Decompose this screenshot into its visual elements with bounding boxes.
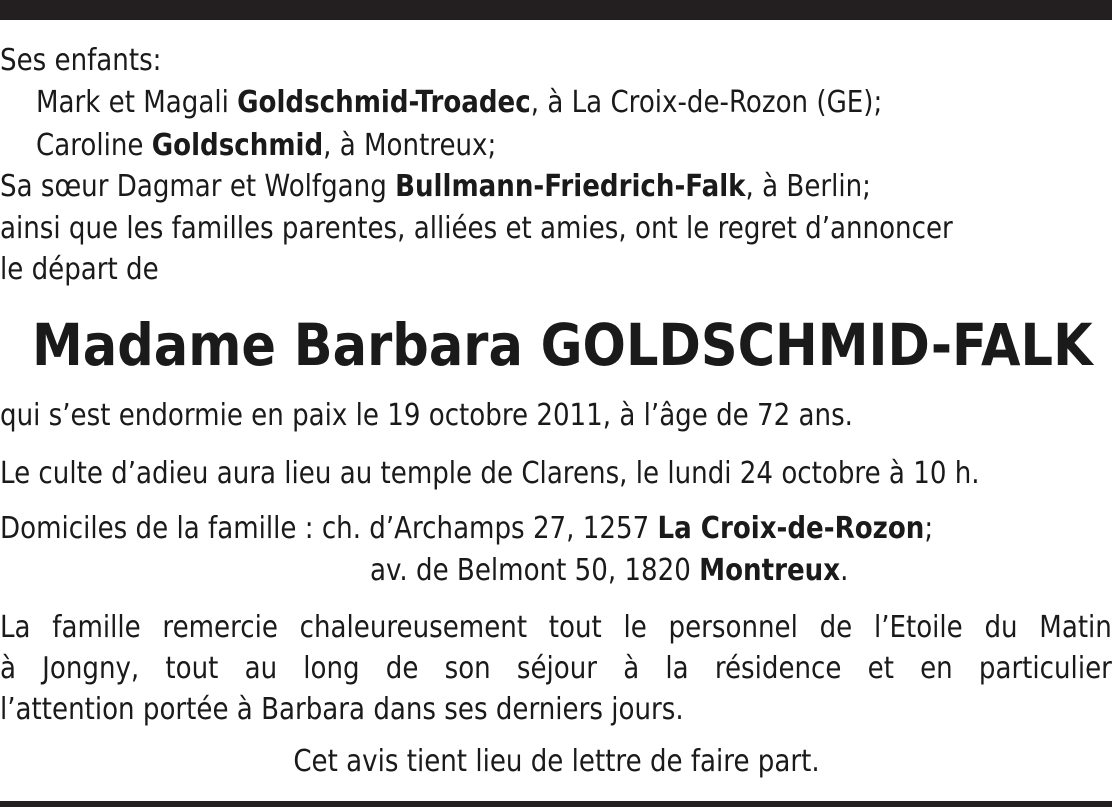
child1-name: Goldschmid-Troadec	[237, 85, 531, 120]
closing-line: Cet avis tient lieu de lettre de faire part.	[292, 744, 820, 779]
deceased-name: Madame Barbara GOLDSCHMID-FALK	[32, 311, 1093, 379]
domicile-address-2: av. de Belmont 50, 1820	[370, 553, 700, 588]
depart-line: le départ de	[0, 252, 159, 287]
sister-suffix: , à Berlin;	[745, 169, 871, 204]
child1-suffix: , à La Croix-de-Rozon (GE);	[530, 85, 883, 120]
death-line: qui s’est endormie en paix le 19 octobre 2011, à l’âge de 72 ans.	[0, 398, 853, 433]
domicile-label: Domiciles de la famille : ch. d’Archamps 27, 1257	[0, 511, 658, 546]
child2-prefix: Caroline	[36, 128, 152, 163]
domicile-line-1	[0, 510, 933, 548]
bottom-rule	[0, 801, 1112, 807]
thanks-line-3: l’attention portée à Barbara dans ses derniers jours.	[0, 692, 684, 727]
thanks-line-1: La famille remercie chaleureusement tout le personnel de l’Etoile du Matin	[0, 610, 1112, 645]
service-line: Le culte d’adieu aura lieu au temple de Clarens, le lundi 24 octobre à 10 h.	[0, 456, 980, 491]
sister-prefix: Sa sœur Dagmar et Wolfgang	[0, 169, 396, 204]
top-rule	[0, 0, 1112, 20]
domicile-place-1-suffix: ;	[924, 511, 934, 546]
domicile-place-2-suffix: .	[840, 553, 849, 588]
child1-prefix: Mark et Magali	[36, 85, 238, 120]
closing-line-wrap	[0, 743, 1112, 781]
sister-line	[0, 168, 871, 206]
domicile-place-1: La Croix-de-Rozon	[657, 511, 925, 546]
thanks-line-2: à Jongny, tout au long de son séjour à la résidence et en particulier	[0, 651, 1112, 686]
child2-suffix: , à Montreux;	[323, 128, 497, 163]
children-heading: Ses enfants:	[0, 43, 162, 78]
sister-name: Bullmann-Friedrich-Falk	[395, 169, 746, 204]
families-line: ainsi que les familles parentes, alliées et amies, ont le regret d’annoncer	[0, 211, 953, 246]
domicile-line-2	[370, 552, 848, 590]
child-line-1	[36, 84, 882, 122]
child2-name: Goldschmid	[151, 128, 324, 163]
domicile-place-2: Montreux	[699, 553, 841, 588]
child-line-2	[36, 127, 496, 165]
